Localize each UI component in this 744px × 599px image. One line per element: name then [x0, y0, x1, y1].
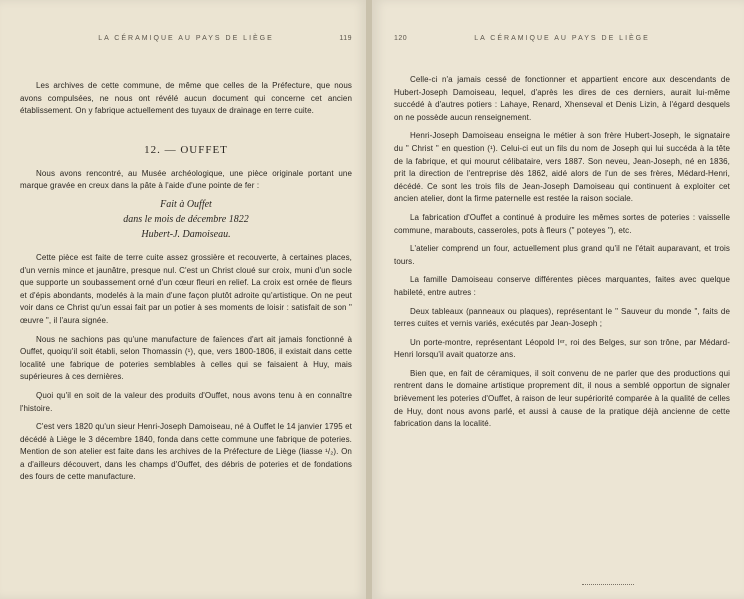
- inscription: [20, 197, 352, 242]
- running-head: [394, 30, 730, 48]
- inscription-line: dans le mois de décembre 1822: [123, 213, 249, 225]
- paragraph-production: La fabrication d'Ouffet a continué à produire les mêmes sortes de poteries : vaisselle commune, marabouts, casseroles, pots à fleurs (" poteyes "), etc.: [394, 212, 730, 235]
- paragraph-conclusion: Bien que, en fait de céramiques, il soit convenu de ne parler que des productions qui rentrent dans le domaine artistique proprement dit, il nous a semblé opportun de signaler brièvement les poteries d'Ouffet, à raison de leur supériorité comparée à la qualité de celles de Huy, dont nous avons parlé, et aussi à cause de la pratique déjà ancienne de cette fabrication dans la localité.: [394, 368, 730, 429]
- footnote-divider: [582, 584, 634, 585]
- paragraph-founding: C'est vers 1820 qu'un sieur Henri-Joseph Damoiseau, né à Ouffet le 14 janvier 1795 et décédé à Liège le 3 décembre 1840, fonda dans cette commune une fabrique de poteries. Mention de son atelier est faite dans les archives de la Préfecture de Liège (liasse ¹/₂). On a d'ailleurs découvert, dans les champs d'Ouffet, des débris de poteries et de fondations des fours de cette manufacture.: [20, 422, 352, 482]
- paragraph-porte-montre: Un porte-montre, représentant Léopold Iᵉʳ, roi des Belges, sur son trône, par Médard-Henri lorsqu'il avait quatorze ans.: [394, 337, 730, 360]
- paragraph-continuation: Celle-ci n'a jamais cessé de fonctionner et appartient encore aux descendants de Hubert-Joseph Damoiseau, lequel, d'après les dires de ces derniers, aurait lui-même succédé à d'autres potiers : Lahaye, Renard, Xhenseval et Denis Lizin, à l'égard desquels on ne possède aucun renseignement.: [394, 75, 730, 122]
- running-head-title: LA CÉRAMIQUE AU PAYS DE LIÈGE: [474, 35, 650, 42]
- inscription-line: Fait à Ouffet: [160, 198, 212, 210]
- section-title: 12. — OUFFET: [144, 143, 228, 156]
- running-head: [20, 30, 352, 48]
- right-page: [372, 0, 744, 599]
- paragraph-museum: Nous avons rencontré, au Musée archéologique, une pièce originale portant une marque gravée en creux dans la pâte à l'aide d'une pointe de fer :: [20, 168, 352, 191]
- left-page: [0, 0, 368, 599]
- page-number: 119: [339, 35, 352, 42]
- paragraph-manufacture: Nous ne sachions pas qu'une manufacture de faïences d'art ait jamais fonctionné à Ouffet, quoiqu'il soit établi, selon Thomassin (¹), que, vers 1800-1806, il existait dans cette localité une fabrique de poteries semblables à celles qui se faisaient à Huy, mais supérieures à ces dernières.: [20, 334, 352, 382]
- page-number: 120: [394, 35, 408, 42]
- paragraph-family-pieces: La famille Damoiseau conserve différentes pièces marquantes, faites avec quelque habileté, entre autres :: [394, 275, 730, 297]
- paragraph-workshop: L'atelier comprend un four, actuellement plus grand qu'il ne l'était auparavant, et trois tours.: [394, 244, 730, 266]
- paragraph-archives: Les archives de cette commune, de même que celles de la Préfecture, que nous avons compulsées, ne nous ont révélé aucun document qui concerne cet ancien établissement. On y fabrique actuellement des tuyaux de drainage en terre cuite.: [20, 81, 352, 116]
- paragraph-tableaux: Deux tableaux (panneaux ou plaques), représentant le " Sauveur du monde ", faits de terres cuites et vernis variés, exécutés par Jean-Joseph ;: [394, 306, 730, 329]
- inscription-line: Hubert-J. Damoiseau.: [141, 228, 231, 240]
- paragraph-lineage: Henri-Joseph Damoiseau enseigna le métier à son frère Hubert-Joseph, le signataire du " Christ " en question (¹). Celui-ci eut un fils du nom de Joseph qui lui succéda à la tête de la fabrique, et qui mourut célibataire, vers 1887. Son neveu, Jean-Joseph, né en 1836, prit la direction de l'entreprise dès 1862, aidé alors de l'un de ses frères, Médard-Henri, décédé. Ce sont les trois fils de Jean-Joseph Damoiseau qui continuent à exploiter cet ancien atelier, dont la firme paternelle est restée la raison sociale.: [394, 131, 730, 204]
- running-head-title: LA CÉRAMIQUE AU PAYS DE LIÈGE: [98, 35, 274, 42]
- paragraph-history: Quoi qu'il en soit de la valeur des produits d'Ouffet, nous avons tenu à en connaître l'histoire.: [20, 390, 352, 413]
- paragraph-description: Cette pièce est faite de terre cuite assez grossière et recouverte, à certaines places, d'un vernis mince et jaunâtre, presque nul. C'est un Christ cloué sur croix, muni d'un socle que supporte un soubassement orné d'un cœur fleuri en relief. La croix est ornée de fleurs et d'épis abondants, modelés à la main d'une façon plutôt adroite qu'artistique. On ne peut voir dans ce Christ qu'un essai fait par un potier à ses moments de loisir : satisfait de son " œuvre ", il l'aura signée.: [20, 252, 352, 325]
